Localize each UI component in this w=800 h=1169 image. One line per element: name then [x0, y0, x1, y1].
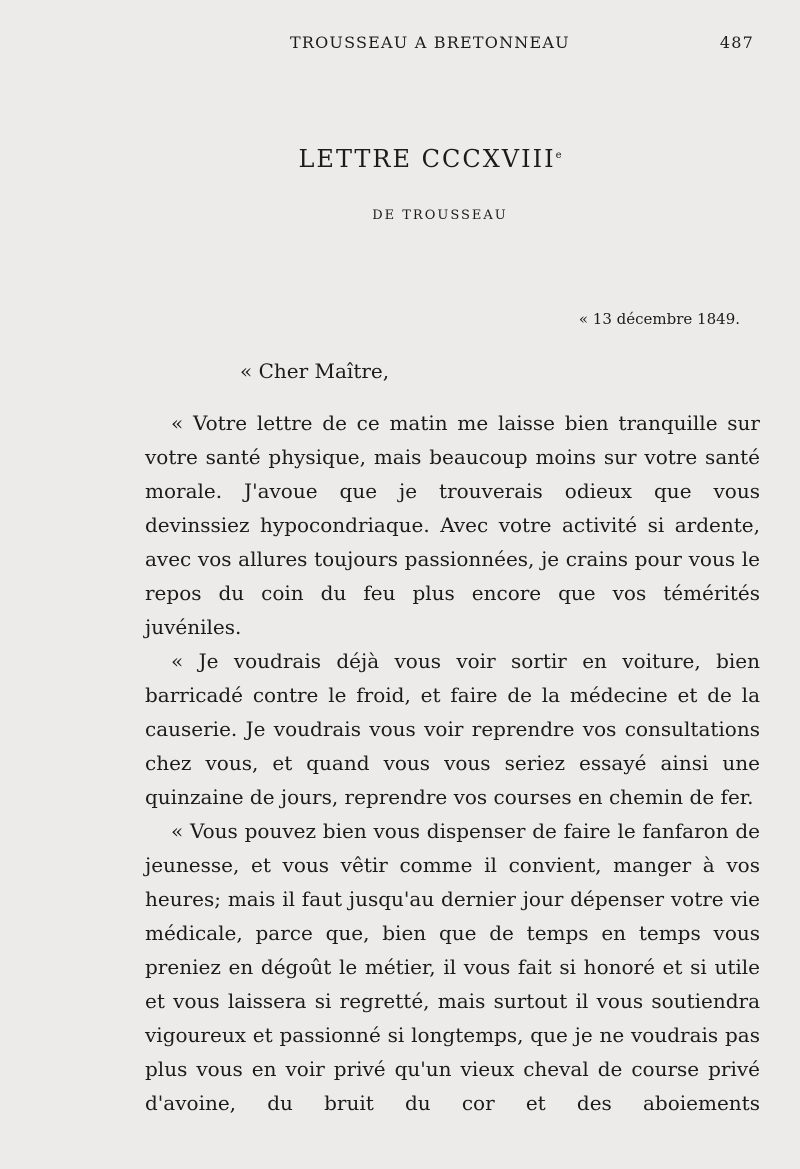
page-number: 487	[719, 33, 754, 52]
letter-salutation: « Cher Maître,	[240, 359, 390, 383]
running-head	[0, 33, 800, 55]
letter-subtitle: DE TROUSSEAU	[372, 208, 508, 223]
letter-title-superscript: e	[555, 150, 562, 161]
body-paragraph-2: « Je voudrais déjà vous voir sortir en voiture, bien barricadé contre le froid, et faire de la médecine et de la causerie. Je voudrais vous voir reprendre vos consultations chez vous, et quand vous vous seriez essayé ainsi une quinzaine de jours, reprendre vos courses en chemin de fer.	[145, 649, 760, 809]
running-title: TROUSSEAU A BRETONNEAU	[290, 33, 570, 52]
body-paragraph-1: « Votre lettre de ce matin me laisse bien tranquille sur votre santé physique, mais beaucoup moins sur votre santé morale. J'avoue que je trouverais odieux que vous devinssiez hypocondriaque. Avec votre activité si ardente, avec vos allures toujours passionnées, je crains pour vous le repos du coin du feu plus encore que vos témérités juvéniles.	[145, 411, 760, 639]
letter-title	[0, 145, 800, 173]
letter-title-text: LETTRE CCCXVIII	[298, 145, 556, 173]
body-paragraph-3: « Vous pouvez bien vous dispenser de faire le fanfaron de jeunesse, et vous vêtir comme il convient, manger à vos heures; mais il faut jusqu'au dernier jour dépenser votre vie médicale, parce que, bien que de temps en temps vous preniez en dégoût le métier, il vous fait si honoré et si utile et vous laissera si regretté, mais surtout il vous soutiendra vigoureux et passionné si longtemps, que je ne voudrais pas plus vous en voir privé qu'un vieux cheval de course privé d'avoine, du bruit du cor et des aboiements	[145, 819, 760, 1115]
letter-body	[145, 406, 760, 1120]
letter-date: « 13 décembre 1849.	[578, 310, 740, 328]
